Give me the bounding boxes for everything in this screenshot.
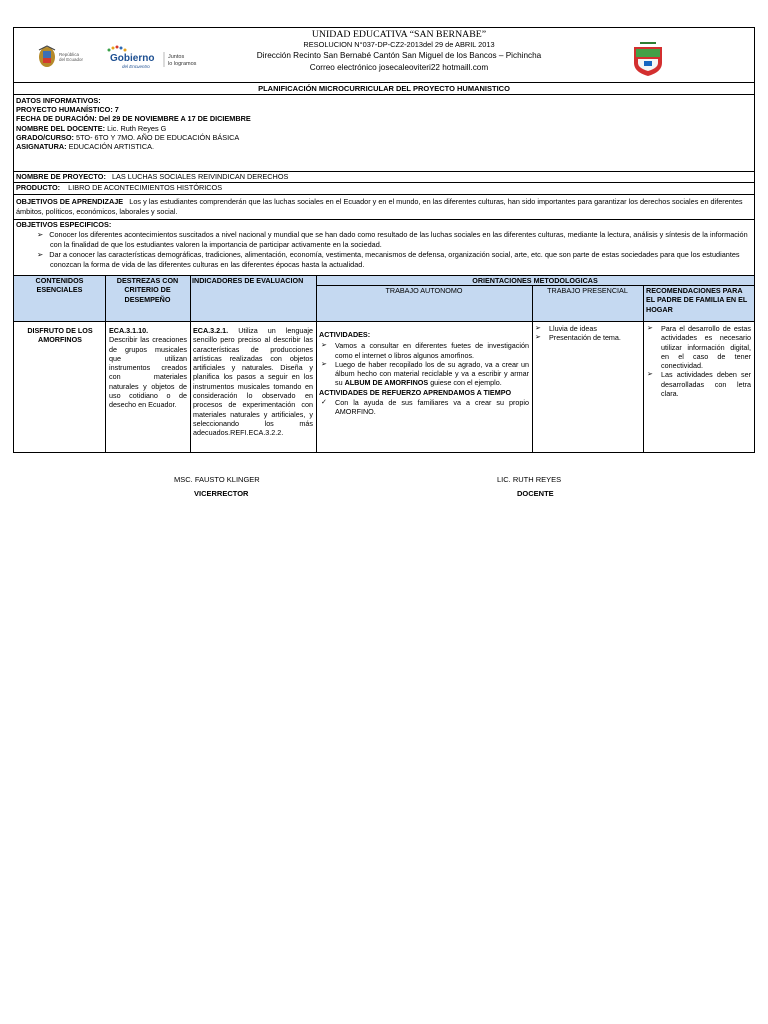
header-recomendaciones: RECOMENDACIONES PARA EL PADRE DE FAMILIA EN EL HOGAR — [646, 286, 748, 314]
svg-text:Juntos: Juntos — [168, 54, 185, 60]
trabajo-presencial-cell — [533, 324, 641, 343]
svg-text:del Encuentro: del Encuentro — [122, 64, 150, 69]
ecuador-coat-of-arms-logo — [36, 45, 100, 71]
specific-objectives-label: OBJETIVOS ESPECIFICOS: — [16, 220, 112, 229]
presencial-item: ➢ Lluvia de ideas — [533, 324, 641, 333]
indicador-code: ECA.3.2.1. — [193, 326, 229, 335]
address-text: Dirección Recinto San Bernabé Cantón San Miguel de los Bancos – Pichincha — [256, 51, 542, 60]
album-bold: ALBUM DE AMORFINOS — [344, 378, 429, 388]
document-header — [14, 28, 754, 83]
school-header-text — [214, 29, 584, 73]
gobierno-logo — [100, 43, 212, 71]
email-text: Correo electrónico josecaleoviteri22 hotmaill.com — [309, 63, 489, 72]
docente-value: Lic. Ruth Reyes G — [107, 123, 167, 133]
product-label: PRODUCTO: — [16, 183, 61, 192]
refuerzo-item: ✓ Con la ayuda de sus familiares va a crear su propio AMORFINO. — [319, 398, 529, 417]
specific-objectives-row — [14, 220, 754, 276]
signature-left-role: VICERRECTOR — [194, 489, 249, 498]
svg-text:del Ecuador: del Ecuador — [59, 57, 84, 62]
asignatura-value: EDUCACIÓN ARTISTICA. — [68, 142, 154, 152]
asignatura-label: ASIGNATURA: — [16, 142, 67, 152]
grado-value: 5TO- 6TO Y 7MO. AÑO DE EDUCACIÓN BÁSICA — [76, 132, 240, 142]
header-contenidos: CONTENIDOS ESENCIALES — [35, 276, 84, 295]
project-name-row — [14, 172, 754, 183]
actividades-label: ACTIVIDADES: — [319, 330, 371, 339]
contenido-esencial: DISFRUTO DE LOS AMORFINOS — [27, 326, 93, 345]
specific-objective-item: ➢ Conocer los diferentes acontecimientos suscitados a nivel nacional y mundial que se han dado como resultado de las luchas sociales en las diferentes culturas, mediante la lectura, análisis y síntesis de la información con la finalidad de que los estudiantes valoren la importancia de participar activamente en la sociedad. — [37, 230, 748, 249]
fecha-label: FECHA DE DURACIÓN: — [16, 114, 97, 124]
indicador-cell — [193, 326, 313, 438]
refuerzo-label: ACTIVIDADES DE REFUERZO APRENDAMOS A TIEMPO — [319, 387, 512, 397]
signature-right-role: DOCENTE — [517, 489, 554, 498]
arrow-bullet-icon: ➢ — [37, 230, 44, 239]
recomendacion-item: ➢ Las actividades deben ser desarrolladas con letra clara. — [645, 370, 751, 398]
header-destrezas: DESTREZAS CON CRITERIO DE DESEMPEÑO — [116, 276, 179, 304]
specific-objective-item: ➢ Dar a conocer las características demográficas, tradiciones, alimentación, economía, vestimenta, mecanismos de defensa, organización social, arte, etc. que son parte de estas sociedades para que los estudiantes conozcan la forma de vida de las diferentes culturas en las diferentes épocas hasta la actualidad. — [37, 250, 740, 269]
destreza-text: Describir las creaciones de grupos musicales que utilizan instrumentos creados con materiales naturales y objetos de uso cotidiano o de desecho en Ecuador. — [109, 335, 187, 410]
planning-document — [13, 27, 755, 453]
learning-objective-row — [14, 195, 754, 220]
product-value: LIBRO DE ACONTECIMIENTOS HISTÓRICOS — [68, 183, 223, 192]
docente-label: NOMBRE DEL DOCENTE: — [16, 123, 106, 133]
actividad-item: ➢ Vamos a consultar en diferentes fuetes de investigación como el internet o libros algunos amorfinos. — [319, 341, 529, 360]
destreza-code: ECA.3.1.10. — [109, 326, 149, 335]
fecha-value: Del 29 DE NOVIEMBRE A 17 DE DICIEMBRE — [98, 114, 251, 124]
product-row — [14, 183, 754, 195]
svg-text:Gobierno: Gobierno — [110, 53, 155, 64]
trabajo-autonomo-cell — [319, 330, 529, 417]
learning-objective-text: Los y las estudiantes comprenderán que las luchas sociales en el Ecuador y en el mundo, en las diferentes culturas, han sido importantes para garantizar los derechos sociales en diferentes ámbitos, políticos, económicos, laborales y social. — [16, 197, 743, 216]
planning-table — [14, 276, 754, 452]
header-trabajo-autonomo: TRABAJO AUTONOMO — [385, 286, 463, 295]
header-trabajo-presencial: TRABAJO PRESENCIAL — [547, 286, 628, 295]
project-name-label: NOMBRE DE PROYECTO: — [16, 172, 106, 181]
datos-heading: DATOS INFORMATIVOS: — [16, 96, 101, 105]
signature-right-name: LIC. RUTH REYES — [497, 475, 562, 484]
signature-left-name: MSC. FAUSTO KLINGER — [174, 475, 260, 484]
school-shield-logo — [630, 41, 666, 77]
svg-text:lo logramos: lo logramos — [168, 61, 197, 67]
arrow-bullet-icon: ➢ — [37, 250, 44, 259]
destreza-cell — [109, 326, 187, 410]
actividad-item: ➢ Luego de haber recopilado los de su agrado, va a crear un álbum hecho con material reciclable y va a escribir y armar su ALBUM DE AMORFINOS guiese con el ejemplo. — [319, 360, 529, 388]
school-name: UNIDAD EDUCATIVA “SAN BERNABE” — [311, 29, 487, 40]
presencial-item: ➢ Presentación de tema. — [533, 333, 641, 342]
proyecto-humanistico: PROYECTO HUMANÍSTICO: 7 — [16, 105, 119, 115]
recomendaciones-cell — [645, 324, 751, 398]
project-name-value: LAS LUCHAS SOCIALES REIVINDICAN DERECHOS — [111, 172, 289, 181]
recomendacion-item: ➢ Para el desarrollo de estas actividades es necesario utilizar información digital, en el caso de tener conectividad. — [645, 324, 751, 370]
document-title: PLANIFICACIÓN MICROCURRICULAR DEL PROYECTO HUMANISTICO — [14, 83, 754, 95]
learning-objective-label: OBJETIVOS DE APRENDIZAJE — [16, 197, 124, 206]
header-indicadores: INDICADORES DE EVALUACION — [192, 276, 304, 285]
grado-label: GRADO/CURSO: — [16, 132, 74, 142]
indicador-text: Utiliza un lenguaje sencillo pero preciso al describir las características de producciones artísticas realizadas con objetos artificiales y naturales. Diseña y planifica los pasos a seguir en los instrumentos musicales tomando en consideración lo observado en procesos de experimentación con materiales naturales y artificiales, y seleccionando los más adecuados.REFI.ECA.3.2.2. — [193, 326, 313, 438]
republica-logo-text: República — [59, 52, 80, 57]
informative-data-section — [14, 95, 754, 172]
header-orientaciones: ORIENTACIONES METODOLOGICAS — [472, 276, 598, 285]
resolution-text: RESOLUCION N°037-DP-CZ2-2013del 29 de ABRIL 2013 — [303, 40, 495, 49]
